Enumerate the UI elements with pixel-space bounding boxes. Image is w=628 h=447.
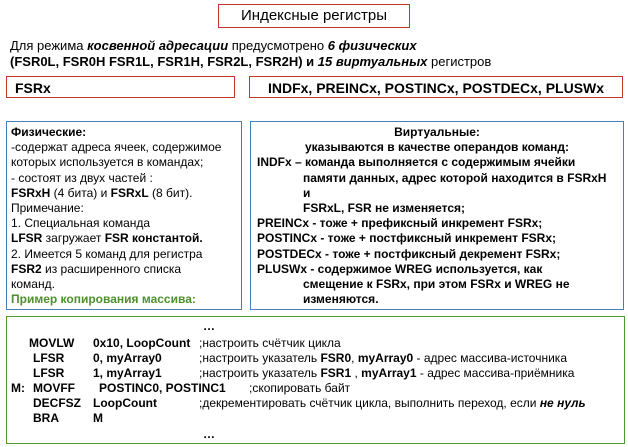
code-comment: ;настроить счётчик цикла (199, 336, 341, 350)
virtual-line: PLUSWx - содержимое WREG используется, как (257, 261, 543, 276)
code-label: M: (11, 381, 25, 395)
virtual-line: PREINCx - тоже + префиксный инкремент FSRx; (257, 216, 543, 231)
code-operands: 1, myArray1 (93, 366, 162, 380)
intro-line-1: Для режима косвенной адресации предусмотрено 6 физических (10, 38, 417, 53)
physical-line: -содержат адреса ячеек, содержимое (11, 140, 222, 155)
code-example-panel (6, 316, 625, 444)
fsrx-label: FSRx (6, 76, 235, 98)
virtual-line: FSRxL, FSR не изменяется; (303, 201, 466, 216)
code-opcode: MOVFF (33, 381, 75, 395)
code-comment: ;настроить указатель FSR1 , myArray1 - адрес массива-приёмника (199, 366, 575, 380)
code-operands: POSTINC0, POSTINC1 (99, 381, 226, 395)
code-opcode: LFSR (33, 351, 65, 365)
physical-note-heading: Примечание: (11, 201, 84, 216)
code-ellipsis-bottom: … (203, 427, 215, 441)
physical-line: FSR2 из расширенного списка (11, 261, 182, 276)
physical-registers-panel (6, 121, 242, 310)
code-operands: LoopCount (93, 396, 157, 410)
virtual-line: INDFx – команда выполняется с содержимым ячейки (257, 155, 576, 170)
code-comment: ;скопировать байт (249, 381, 351, 395)
physical-line: LFSR загружает FSR константой. (11, 231, 203, 246)
code-operands: M (93, 411, 103, 425)
code-opcode: LFSR (33, 366, 65, 380)
intro-text (10, 38, 622, 70)
virtual-line: изменяются. (303, 292, 379, 307)
physical-line: FSRxH (4 бита) и FSRxL (8 бит). (11, 185, 193, 200)
virtual-line: POSTINCx - тоже + постфиксный инкремент FSRx; (257, 231, 556, 246)
virtual-registers-label: INDFx, PREINCx, POSTINCx, POSTDECx, PLUSWx (249, 76, 623, 98)
intro-line-2: (FSR0L, FSR0H FSR1L, FSR1H, FSR2L, FSR2H) и 15 виртуальных регистров (10, 54, 492, 69)
virtual-registers-panel (250, 121, 624, 310)
code-operands: 0x10, LoopCount (93, 336, 191, 350)
physical-line: 2. Имеется 5 команд для регистра (11, 246, 203, 261)
physical-line: - состоят из двух частей : (11, 170, 153, 185)
virtual-line: POSTDECx - тоже + постфиксный декремент FSRx; (257, 246, 561, 261)
physical-heading: Физические: (11, 125, 87, 139)
physical-line: которых используется в командах; (11, 155, 204, 170)
code-comment: ;декрементировать счётчик цикла, выполнить переход, если не нуль (199, 396, 586, 410)
virtual-line: памяти данных, адрес которой находится в FSRxH и (303, 170, 607, 200)
example-caption: Пример копирования массива: (11, 292, 196, 307)
code-comment: ;настроить указатель FSR0, myArray0 - адрес массива-источника (199, 351, 567, 365)
code-opcode: BRA (33, 411, 59, 425)
physical-line: 1. Специальная команда (11, 216, 151, 231)
code-opcode: DECFSZ (33, 396, 81, 410)
code-ellipsis-top: … (203, 319, 215, 333)
code-operands: 0, myArray0 (93, 351, 162, 365)
page-title: Индексные регистры (218, 4, 410, 28)
virtual-line: смещение к FSRx, при этом FSRx и WREG не (303, 277, 570, 292)
physical-line: команд. (11, 277, 55, 292)
virtual-subheading: указываются в качестве операндов команд: (304, 140, 570, 155)
code-opcode: MOVLW (29, 336, 75, 350)
virtual-heading: Виртуальные: (394, 125, 480, 139)
